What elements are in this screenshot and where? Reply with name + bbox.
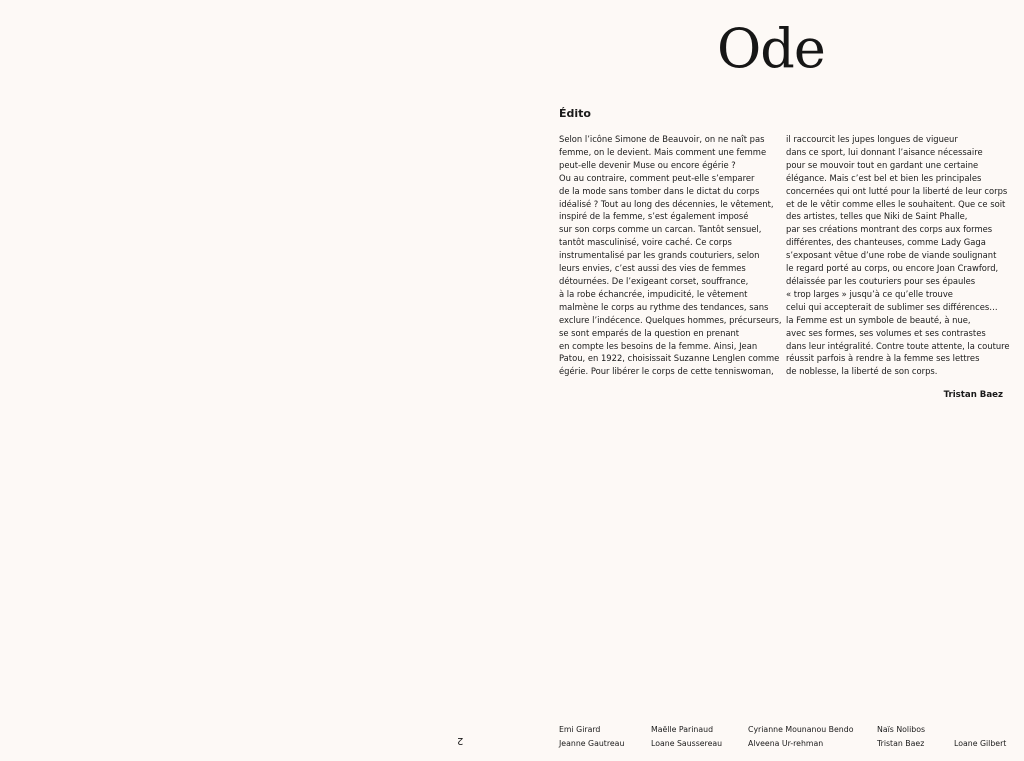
text-line: inspiré de la femme, s’est également imposé (559, 211, 749, 222)
credit-name: Cyrianne Mounanou Bendo (748, 725, 854, 734)
text-line: élégance. Mais c’est bel et bien les principales (786, 172, 982, 183)
credit-name: Loane Gilbert (954, 739, 1007, 748)
page-number: 2 (457, 735, 464, 746)
text-line: leurs envies, c’est aussi des vies de femmes (559, 263, 746, 274)
text-line: s’exposant vêtue d’une robe de viande soulignant (786, 250, 997, 261)
section-heading: Édito (559, 107, 591, 120)
text-line: différentes, des chanteuses, comme Lady Gaga (786, 237, 986, 248)
text-line: dans leur intégralité. Contre toute attente, la couture (786, 340, 1010, 351)
magazine-logo: Ode (717, 17, 825, 80)
text-line: pour se mouvoir tout en gardant une certaine (786, 159, 979, 170)
editorial-column-left (559, 133, 782, 378)
text-line: exclure l’indécence. Quelques hommes, précurseurs, (559, 314, 782, 325)
text-line: détournées. De l’exigeant corset, souffrance, (559, 275, 749, 286)
text-line: « trop larges » jusqu’à ce qu’elle trouve (786, 288, 953, 299)
credit-name: Alveena Ur-rehman (748, 739, 824, 748)
text-line: instrumentalisé par les grands couturiers, selon (559, 250, 760, 261)
text-line: concernées qui ont lutté pour la liberté de leur corps (786, 185, 1008, 196)
text-line: peut-elle devenir Muse ou encore égérie ? (559, 159, 736, 170)
text-line: de noblesse, la liberté de son corps. (786, 366, 938, 377)
text-line: le regard porté au corps, ou encore Joan Crawford, (786, 263, 999, 274)
text-line: de la mode sans tomber dans le dictat du corps (559, 185, 760, 196)
text-line: malmène le corps au rythme des tendances, sans (559, 301, 769, 312)
text-line: celui qui accepterait de sublimer ses différences… (786, 301, 998, 312)
text-line: femme, on le devient. Mais comment une femme (559, 146, 767, 157)
text-line: dans ce sport, lui donnant l’aisance nécessaire (786, 146, 983, 157)
credit-name: Emi Girard (559, 725, 601, 734)
credit-name: Maëlle Parinaud (651, 725, 714, 734)
text-line: des artistes, telles que Niki de Saint Phalle, (786, 211, 968, 222)
text-line: par ses créations montrant des corps aux formes (786, 224, 993, 235)
text-line: en compte les besoins de la femme. Ainsi, Jean (559, 340, 758, 351)
text-line: tantôt masculinisé, voire caché. Ce corps (559, 237, 732, 248)
credit-name: Tristan Baez (877, 739, 925, 748)
credit-name: Naïs Nolibos (877, 725, 926, 734)
text-line: se sont emparés de la question en prenant (559, 327, 740, 338)
text-line: avec ses formes, ses volumes et ses contrastes (786, 327, 986, 338)
text-line: et de le vêtir comme elles le souhaitent. Que ce soit (786, 198, 1006, 209)
text-line: idéalisé ? Tout au long des décennies, le vêtement, (559, 198, 774, 209)
text-line: Patou, en 1922, choisissait Suzanne Lenglen comme (559, 353, 780, 364)
text-line: sur son corps comme un carcan. Tantôt sensuel, (559, 224, 762, 235)
text-line: la Femme est un symbole de beauté, à nue, (786, 314, 971, 325)
text-line: Selon l’icône Simone de Beauvoir, on ne naît pas (559, 134, 765, 144)
text-line: réussit parfois à rendre à la femme ses lettres (786, 353, 980, 364)
text-line: délaissée par les couturiers pour ses épaules (786, 275, 976, 286)
editorial-column-right (786, 133, 1010, 378)
credit-name: Loane Saussereau (651, 739, 723, 748)
credit-name: Jeanne Gautreau (559, 739, 625, 748)
text-line: Ou au contraire, comment peut-elle s’emparer (559, 172, 755, 183)
text-line: égérie. Pour libérer le corps de cette tenniswoman, (559, 366, 774, 377)
credits-footer (0, 723, 1024, 753)
text-line: à la robe échancrée, impudicité, le vêtement (559, 288, 748, 299)
author-signature: Tristan Baez (943, 390, 1003, 400)
text-line: il raccourcit les jupes longues de vigueur (786, 134, 958, 144)
